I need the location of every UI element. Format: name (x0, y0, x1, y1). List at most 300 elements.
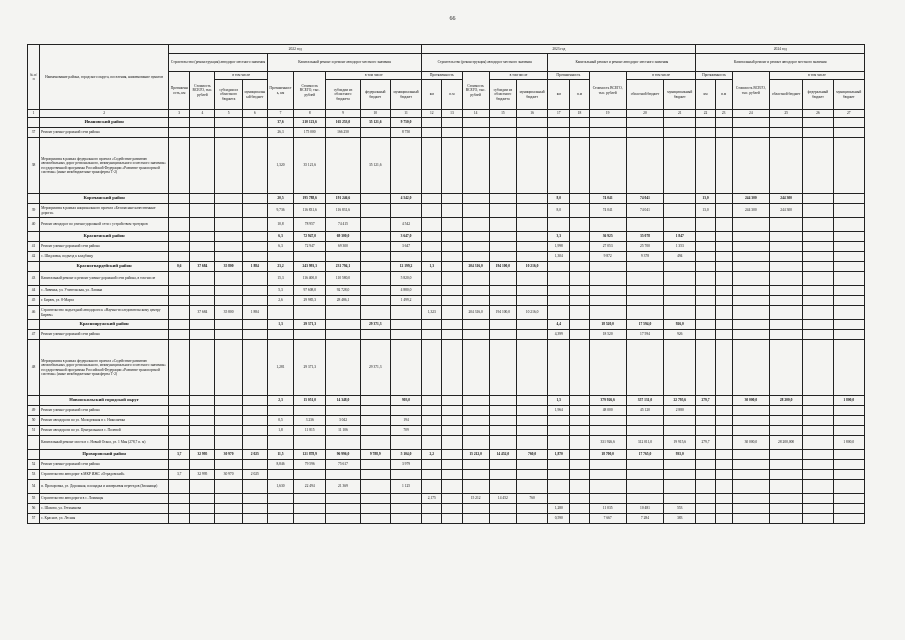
row-name: Ремонт автодороги по ул. Центральная в с. Полевой (40, 426, 169, 436)
cell-col-7: 1,281 (267, 340, 293, 396)
cell-col-20 (626, 494, 663, 504)
cell-col-10: 35 121,6 (360, 118, 390, 128)
cell-col-4 (190, 218, 215, 232)
cell-col-10 (360, 426, 390, 436)
cell-col-6 (242, 194, 267, 204)
cell-col-18 (570, 450, 589, 460)
cell-col-7: 6,3 (267, 232, 293, 242)
cell-col-7 (267, 436, 293, 450)
table-head (28, 45, 865, 118)
cell-col-17 (548, 494, 570, 504)
cell-col-17: 4,399 (548, 330, 570, 340)
cell-col-26 (803, 262, 833, 272)
cell-col-8: 29 371,3 (294, 340, 326, 396)
cell-col-20: 74 041 (626, 204, 663, 218)
cell-col-16: 760 (516, 494, 547, 504)
table-row (28, 128, 865, 138)
cell-col-25 (770, 320, 803, 330)
cell-col-19: 331 926,6 (589, 436, 626, 450)
row-name: с. Шидловка, подъезд к кладбищу (40, 252, 169, 262)
cell-col-10 (360, 330, 390, 340)
cell-col-21: 1 847 (664, 232, 696, 242)
cell-col-6 (242, 340, 267, 396)
cell-col-24 (732, 470, 769, 480)
cell-col-26 (803, 340, 833, 396)
cell-col-23 (715, 494, 732, 504)
cell-col-19: 36 925 (589, 232, 626, 242)
cell-col-22 (696, 470, 715, 480)
cell-col-3 (169, 272, 190, 286)
cell-col-26 (803, 406, 833, 416)
cell-col-21 (664, 480, 696, 494)
header-mun: муниципальный бюджет (516, 80, 547, 110)
cell-col-14 (462, 286, 489, 296)
cell-col-5 (215, 320, 242, 330)
table-row (28, 436, 865, 450)
cell-col-3 (169, 232, 190, 242)
cell-col-12 (422, 128, 442, 138)
cell-col-9: 96 996,0 (326, 450, 360, 460)
cell-col-27 (833, 426, 865, 436)
cell-col-10 (360, 252, 390, 262)
section-title: Корочанский район (40, 194, 169, 204)
cell-col-7 (267, 494, 293, 504)
cell-col-15 (489, 504, 516, 514)
cell-col-18 (570, 330, 589, 340)
cell-col-25 (770, 406, 803, 416)
cell-col-15: 14 452 (489, 494, 516, 504)
cell-col-23 (715, 514, 732, 524)
cell-col-13 (442, 436, 462, 450)
cell-col-4 (190, 396, 215, 406)
cell-col-22 (696, 232, 715, 242)
cell-col-23 (715, 406, 732, 416)
table-row (28, 330, 865, 340)
cell-col-13 (442, 128, 462, 138)
cell-col-4 (190, 504, 215, 514)
cell-col-25 (770, 272, 803, 286)
cell-col-5 (215, 286, 242, 296)
row-number: 46 (28, 306, 40, 320)
cell-col-20 (626, 218, 663, 232)
cell-col-6: 2 025 (242, 450, 267, 460)
cell-col-18 (570, 252, 589, 262)
row-name: с. Ливенка, ул. Учительская, ул. Лапина (40, 286, 169, 296)
cell-col-16 (516, 514, 547, 524)
column-index-cell: 14 (462, 110, 489, 118)
cell-col-19 (589, 416, 626, 426)
cell-col-19 (589, 460, 626, 470)
header-cap-2022: Капитальный ремонт и ремонт автодорог местного значения (267, 54, 421, 72)
cell-col-12 (422, 252, 442, 262)
row-name: п. Прохоровка, ул. Дорожная, площадка и номерьевая переездов (Звонница) (40, 480, 169, 494)
cell-col-9: 110 580,0 (326, 272, 360, 286)
cell-col-13 (442, 406, 462, 416)
cell-col-3 (169, 138, 190, 194)
cell-col-4 (190, 138, 215, 194)
cell-col-14 (462, 218, 489, 232)
header-mun: муниципальный бюджет (242, 80, 267, 110)
cell-col-18 (570, 426, 589, 436)
header-build-2022: Строительство (реконструкция) автодорог местного значения (169, 54, 268, 72)
cell-col-20 (626, 272, 663, 286)
cell-col-14 (462, 296, 489, 306)
cell-col-20 (626, 340, 663, 396)
cell-col-11: 1 499,2 (390, 296, 421, 306)
cell-col-10 (360, 306, 390, 320)
cell-col-8: 116 400,0 (294, 272, 326, 286)
cell-col-16 (516, 436, 547, 450)
cell-col-15 (489, 460, 516, 470)
header-incl: в том числе (770, 72, 865, 80)
cell-col-20: 10 481 (626, 504, 663, 514)
cell-col-9: 165 253,0 (326, 118, 360, 128)
cell-col-8: 195 788,6 (294, 194, 326, 204)
column-index-cell: 6 (242, 110, 267, 118)
column-index-cell: 5 (215, 110, 242, 118)
cell-col-11: 8 750 (390, 128, 421, 138)
cell-col-18 (570, 436, 589, 450)
header-incl: в том числе (326, 72, 422, 80)
cell-col-11 (390, 306, 421, 320)
cell-col-11 (390, 320, 421, 330)
cell-col-9 (326, 252, 360, 262)
cell-col-10 (360, 262, 390, 272)
cell-col-21 (664, 194, 696, 204)
row-number (28, 436, 40, 450)
cell-col-14 (462, 396, 489, 406)
cell-col-12 (422, 296, 442, 306)
cell-col-10 (360, 128, 390, 138)
column-index-cell: 3 (169, 110, 190, 118)
cell-col-5 (215, 218, 242, 232)
cell-col-5 (215, 514, 242, 524)
cell-col-24: 30 000,0 (732, 396, 769, 406)
cell-col-7 (267, 504, 293, 514)
cell-col-25 (770, 450, 803, 460)
cell-col-11 (390, 138, 421, 194)
cell-col-5 (215, 128, 242, 138)
header-pm: п.м (570, 80, 589, 110)
cell-col-13 (442, 450, 462, 460)
cell-col-13 (442, 460, 462, 470)
cell-col-17: 1,964 (548, 406, 570, 416)
cell-col-13 (442, 426, 462, 436)
cell-col-18 (570, 262, 589, 272)
cell-col-20: 17 594 (626, 330, 663, 340)
cell-col-11: 4 542,0 (390, 194, 421, 204)
cell-col-23 (715, 340, 732, 396)
cell-col-4 (190, 242, 215, 252)
cell-col-17 (548, 262, 570, 272)
cell-col-25 (770, 330, 803, 340)
table-row (28, 406, 865, 416)
cell-col-23 (715, 296, 732, 306)
cell-col-8 (294, 252, 326, 262)
cell-col-27 (833, 128, 865, 138)
cell-col-6 (242, 396, 267, 406)
cell-col-24: 30 000,0 (732, 436, 769, 450)
column-index-cell: 23 (715, 110, 732, 118)
cell-col-18 (570, 138, 589, 194)
cell-col-15: 14 452,0 (489, 450, 516, 460)
cell-col-25: 28 200,000 (770, 436, 803, 450)
cell-col-26 (803, 118, 833, 128)
cell-col-10: 35 121,6 (360, 138, 390, 194)
header-year-2024: 2024 год (696, 45, 865, 54)
cell-col-15 (489, 470, 516, 480)
cell-col-12 (422, 514, 442, 524)
header-year-2023: 2023 год (422, 45, 696, 54)
cell-col-8: 210 123,6 (294, 118, 326, 128)
cell-col-24 (732, 218, 769, 232)
header-len: Протяженность (548, 72, 589, 80)
cell-col-19 (589, 340, 626, 396)
cell-col-22 (696, 320, 715, 330)
cell-col-27 (833, 286, 865, 296)
cell-col-13 (442, 416, 462, 426)
cell-col-19: 9 872 (589, 252, 626, 262)
cell-col-12: 1,3 (422, 262, 442, 272)
cell-col-26 (803, 128, 833, 138)
section-row (28, 450, 865, 460)
cell-col-13 (442, 340, 462, 396)
cell-col-10 (360, 436, 390, 450)
cell-col-22 (696, 306, 715, 320)
cell-col-26 (803, 504, 833, 514)
cell-col-19 (589, 286, 626, 296)
section-title: Красногвардейский район (40, 262, 169, 272)
cell-col-22 (696, 426, 715, 436)
cell-col-11: 4 542 (390, 218, 421, 232)
header-incl: в том числе (626, 72, 696, 80)
cell-col-3 (169, 296, 190, 306)
cell-col-27 (833, 504, 865, 514)
column-index-cell: 13 (442, 110, 462, 118)
cell-col-16 (516, 138, 547, 194)
header-km: км (422, 80, 442, 110)
cell-col-4 (190, 416, 215, 426)
cell-col-24 (732, 272, 769, 286)
row-name: Мероприятия в рамках федерального проекта «Содействие развитию автомобильных дорог регионального, межмуниципального и местного значения» государственной программы Российской Федерации «Развитие транспортной системы» (иные межбюджетные трансферты Т-2) (40, 340, 169, 396)
cell-col-19 (589, 426, 626, 436)
cell-col-27 (833, 514, 865, 524)
section-row (28, 232, 865, 242)
cell-col-11 (390, 340, 421, 396)
header-subsidy: субсидии из областного бюджета (489, 80, 516, 110)
cell-col-8: 11 815 (294, 426, 326, 436)
cell-col-17 (548, 460, 570, 470)
cell-col-27 (833, 494, 865, 504)
cell-col-7: 1,320 (267, 138, 293, 194)
cell-col-8: 72 947,0 (294, 232, 326, 242)
row-name: Ремонт улично-дорожной сети района (40, 330, 169, 340)
cell-col-3 (169, 286, 190, 296)
table-row (28, 340, 865, 396)
cell-col-24 (732, 504, 769, 514)
cell-col-25 (770, 504, 803, 514)
cell-col-4 (190, 296, 215, 306)
cell-col-22 (696, 252, 715, 262)
header-cost: Стоимость ВСЕГО, тыс. рублей (294, 72, 326, 110)
cell-col-18 (570, 504, 589, 514)
cell-col-25 (770, 138, 803, 194)
section-title: Краснояружский район (40, 320, 169, 330)
cell-col-15 (489, 128, 516, 138)
cell-col-11: 1 125 (390, 480, 421, 494)
cell-col-24 (732, 494, 769, 504)
header-mun: муниципальный бюджет (664, 80, 696, 110)
row-number: 43 (28, 272, 40, 286)
cell-col-18 (570, 514, 589, 524)
cell-col-16 (516, 118, 547, 128)
page-number: 66 (449, 16, 456, 22)
cell-col-23 (715, 436, 732, 450)
header-cap-2024: Капитальный ремонт и ремонт автодорог местного значения (696, 54, 865, 72)
cell-col-7: 1,3 (267, 320, 293, 330)
cell-col-6 (242, 232, 267, 242)
cell-col-22: 279,7 (696, 396, 715, 406)
cell-col-20 (626, 118, 663, 128)
cell-col-21 (664, 286, 696, 296)
cell-col-12 (422, 286, 442, 296)
section-title: Прохоровский район (40, 450, 169, 460)
cell-col-16 (516, 340, 547, 396)
cell-col-3 (169, 306, 190, 320)
cell-col-25 (770, 306, 803, 320)
cell-col-9: 231 794,1 (326, 262, 360, 272)
cell-col-27 (833, 194, 865, 204)
cell-col-26 (803, 494, 833, 504)
cell-col-22 (696, 262, 715, 272)
cell-col-14 (462, 242, 489, 252)
cell-col-27 (833, 340, 865, 396)
row-number: 53 (28, 470, 40, 480)
cell-col-8 (294, 436, 326, 450)
cell-col-20: 7 284 (626, 514, 663, 524)
cell-col-12 (422, 138, 442, 194)
cell-col-23 (715, 330, 732, 340)
cell-col-26 (803, 286, 833, 296)
table-row (28, 204, 865, 218)
cell-col-24 (732, 406, 769, 416)
cell-col-22: 13,0 (696, 194, 715, 204)
cell-col-27 (833, 204, 865, 218)
cell-col-15 (489, 204, 516, 218)
cell-col-24 (732, 262, 769, 272)
header-name: Наименование района, городского округа, поселения, наименование пунктов (40, 45, 169, 110)
cell-col-21: 494 (664, 252, 696, 262)
cell-col-5 (215, 138, 242, 194)
cell-col-20 (626, 262, 663, 272)
cell-col-26 (803, 218, 833, 232)
cell-col-26 (803, 426, 833, 436)
table-row (28, 494, 865, 504)
cell-col-23 (715, 118, 732, 128)
cell-col-27: 1 800,0 (833, 396, 865, 406)
cell-col-9 (326, 470, 360, 480)
cell-col-25: 244 300 (770, 204, 803, 218)
cell-col-11: 3 647 (390, 242, 421, 252)
cell-col-16 (516, 272, 547, 286)
cell-col-27 (833, 272, 865, 286)
cell-col-22 (696, 128, 715, 138)
cell-col-27 (833, 470, 865, 480)
cell-col-8: 72 947 (294, 242, 326, 252)
cell-col-21 (664, 296, 696, 306)
cell-col-6 (242, 406, 267, 416)
table-row (28, 138, 865, 194)
cell-col-13 (442, 194, 462, 204)
cell-col-11 (390, 252, 421, 262)
row-number: 38 (28, 138, 40, 194)
cell-col-27 (833, 242, 865, 252)
cell-col-24 (732, 340, 769, 396)
cell-col-13 (442, 242, 462, 252)
cell-col-14: 15 212,0 (462, 450, 489, 460)
cell-col-14 (462, 138, 489, 194)
cell-col-11 (390, 436, 421, 450)
cell-col-19 (589, 470, 626, 480)
cell-col-24 (732, 118, 769, 128)
cell-col-17 (548, 340, 570, 396)
cell-col-14 (462, 514, 489, 524)
cell-col-7: 9,736 (267, 204, 293, 218)
cell-col-21 (664, 340, 696, 396)
section-title: Новооскольский городской округ (40, 396, 169, 406)
cell-col-15 (489, 272, 516, 286)
cell-col-16 (516, 194, 547, 204)
cell-col-20: 357 131,0 (626, 396, 663, 406)
row-number: 54 (28, 480, 40, 494)
header-mun: муниципальный бюджет (390, 80, 421, 110)
cell-col-22 (696, 340, 715, 396)
cell-col-27: 1 800,0 (833, 436, 865, 450)
cell-col-26 (803, 252, 833, 262)
table-row (28, 426, 865, 436)
cell-col-18 (570, 396, 589, 406)
cell-col-5 (215, 504, 242, 514)
table-row (28, 416, 865, 426)
cell-col-17: 0,590 (548, 514, 570, 524)
cell-col-7: 1,630 (267, 480, 293, 494)
cell-col-24 (732, 330, 769, 340)
cell-col-5 (215, 204, 242, 218)
cell-col-13 (442, 262, 462, 272)
cell-col-7: 10,8 (267, 218, 293, 232)
header-cost: Стоимость ВСЕГО, тыс. рублей (190, 72, 215, 110)
cell-col-26 (803, 296, 833, 306)
cell-col-6 (242, 514, 267, 524)
cell-col-19 (589, 272, 626, 286)
cell-col-25 (770, 128, 803, 138)
cell-col-14 (462, 406, 489, 416)
cell-col-26 (803, 242, 833, 252)
cell-col-22 (696, 296, 715, 306)
row-number (28, 262, 40, 272)
cell-col-6 (242, 320, 267, 330)
cell-col-9 (326, 436, 360, 450)
column-index-row (28, 110, 865, 118)
cell-col-6 (242, 272, 267, 286)
table-row (28, 460, 865, 470)
cell-col-22 (696, 218, 715, 232)
cell-col-23 (715, 416, 732, 426)
cell-col-18 (570, 460, 589, 470)
cell-col-20: 35 078 (626, 232, 663, 242)
cell-col-3: 3,7 (169, 470, 190, 480)
header-mun: муниципальный бюджет (833, 80, 865, 110)
